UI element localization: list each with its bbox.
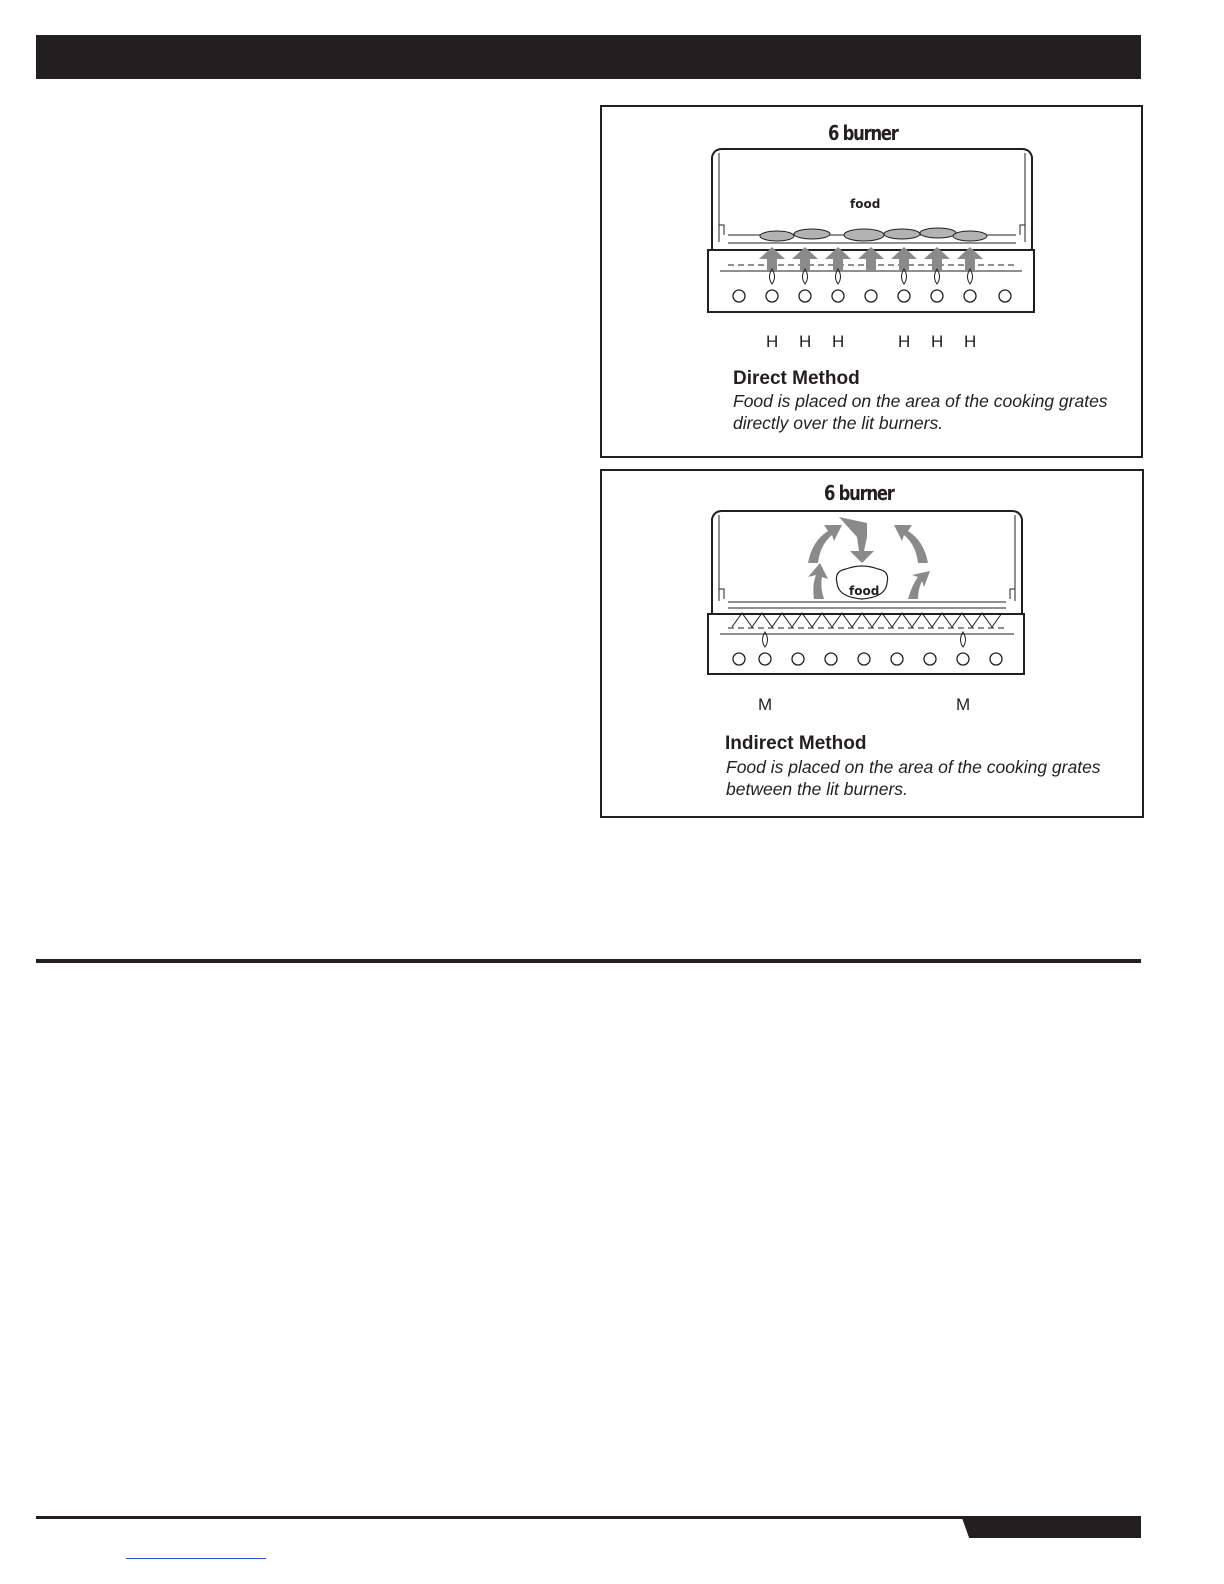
indirect-grill-illustration: [602, 471, 1142, 711]
burner-setting: H: [964, 332, 977, 351]
section-divider: [36, 959, 1141, 963]
burner-setting: H: [832, 332, 845, 351]
indirect-food-label: food: [849, 584, 880, 598]
indirect-diagram-title: 6 burner: [824, 481, 894, 505]
direct-grill-illustration: [602, 107, 1141, 347]
burner-setting: M: [758, 695, 773, 714]
burner-setting: H: [766, 332, 779, 351]
footer-tab: [962, 1518, 1141, 1538]
direct-method-figure: [600, 105, 1143, 458]
burner-setting: H: [799, 332, 812, 351]
direct-method-description: Food is placed on the area of the cooking grates directly over the lit burners.: [733, 391, 1108, 433]
footer-link-underline[interactable]: [126, 1558, 266, 1559]
header-bar: [36, 35, 1141, 79]
direct-food-label: food: [850, 197, 881, 211]
burner-setting: H: [931, 332, 944, 351]
direct-diagram-title: 6 burner: [828, 121, 898, 145]
indirect-method-heading: Indirect Method: [725, 733, 867, 754]
indirect-method-description: Food is placed on the area of the cooking grates between the lit burners.: [726, 757, 1101, 799]
direct-method-heading: Direct Method: [733, 368, 860, 389]
indirect-method-figure: [600, 469, 1144, 818]
burner-setting: M: [956, 695, 971, 714]
direct-control-knobs: [733, 290, 1011, 302]
burner-setting: H: [898, 332, 911, 351]
